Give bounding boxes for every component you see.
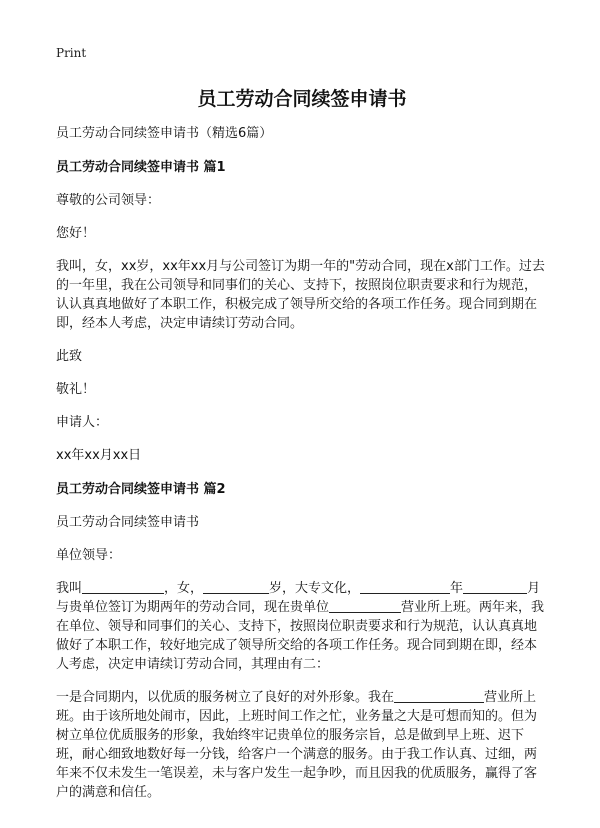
age-blank [203, 579, 269, 594]
name-blank [82, 579, 164, 594]
branch-blank [329, 598, 401, 613]
section-1-body: 我叫，女，xx岁，xx年xx月与公司签订为期一年的"劳动合同，现在x部门工作。过去的一年里，我在公司领导和同事们的关心、支持下，按照岗位职责要求和行为规范，认认真真地做好了本职工作，积极完成了领导所交给的各项工作任务。现合同到期在即，经本人考虑，决定申请续订劳动合同。 [56, 259, 545, 331]
section-2-paragraph-1 [56, 579, 548, 674]
text-run: 年 [450, 581, 464, 596]
text-run: 月与贵单位签订为期两年的劳动合同，现在贵单位 [56, 581, 541, 615]
text-run: 一是合同期内，以优质的服务树立了良好的对外形象。我在 [56, 690, 395, 705]
text-run: 营业所上班。两年来，我在单位、领导和同事们的关心、支持下，按照岗位职责要求和行为规范，认认真真地做好了本职工作，较好地完成了领导所交给的各项工作任务。现合同到期在即，经本人考虑，决定申请续订劳动合同，其理由有二： [56, 600, 545, 672]
text-run: 营业所上班。由于该所地处闹市，因此，上班时间工作之忙，业务量之大是可想而知的。但为树立单位优质服务的形象，我始终牢记贵单位的服务宗旨，总是做到早上班、迟下班，耐心细致地数好每一分钱，给客户一个满意的服务。由于我工作认真、过细，两年来不仅未发生一笔误差，未与客户发生一起争吵，而且因我的优质服务，赢得了客户的满意和信任。 [56, 690, 538, 800]
section-1-salutation: 尊敬的公司领导： [56, 193, 161, 208]
section-1-closing-2: 敬礼！ [56, 382, 96, 397]
section-1-closing-1: 此致 [56, 349, 83, 364]
section-2-intro: 员工劳动合同续签申请书 [56, 515, 200, 530]
section-1-heading: 员工劳动合同续签申请书 篇1 [56, 160, 226, 175]
branch-blank [394, 688, 484, 703]
section-1-date: xx年xx月xx日 [56, 448, 142, 463]
text-run: 我叫 [56, 581, 83, 596]
text-run: ，女， [164, 581, 204, 596]
text-run: 岁，大专文化， [269, 581, 361, 596]
section-1-greeting: 您好！ [56, 226, 96, 241]
month-blank [463, 579, 527, 594]
document-title: 员工劳动合同续签申请书 [197, 88, 407, 110]
section-2-salutation: 单位领导： [56, 548, 122, 563]
print-link[interactable]: Print [56, 46, 87, 60]
year-blank [360, 579, 450, 594]
section-2-paragraph-2 [56, 688, 548, 802]
section-2-heading: 员工劳动合同续签申请书 篇2 [56, 482, 226, 497]
document-subtitle: 员工劳动合同续签申请书（精选6篇） [56, 126, 273, 141]
section-1-applicant: 申请人： [56, 415, 109, 430]
